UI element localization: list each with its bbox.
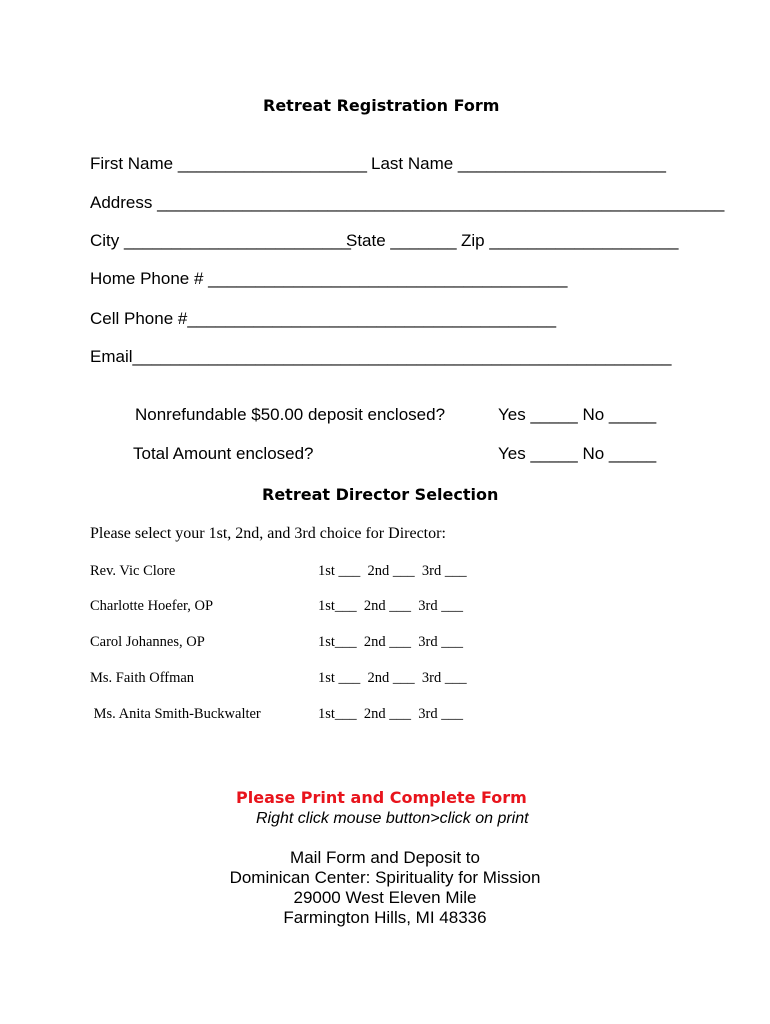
director-choices[interactable]: 1st___ 2nd ___ 3rd ___ <box>318 598 463 614</box>
deposit-answer[interactable]: Yes _____ No _____ <box>498 405 657 424</box>
zip-field[interactable]: Zip ____________________ <box>461 231 679 250</box>
director-choices[interactable]: 1st___ 2nd ___ 3rd ___ <box>318 634 463 650</box>
director-choices[interactable]: 1st ___ 2nd ___ 3rd ___ <box>318 563 467 579</box>
address-field[interactable]: Address ____________________________________________________________ <box>90 193 725 212</box>
state-field[interactable]: State _______ <box>346 231 457 250</box>
print-notice: Please Print and Complete Form <box>236 788 527 807</box>
director-choices[interactable]: 1st ___ 2nd ___ 3rd ___ <box>318 670 467 686</box>
director-name: Ms. Anita Smith-Buckwalter <box>90 706 261 722</box>
director-name: Charlotte Hoefer, OP <box>90 598 214 614</box>
form-title: Retreat Registration Form <box>263 96 500 115</box>
director-name: Ms. Faith Offman <box>90 670 195 686</box>
director-name: Rev. Vic Clore <box>90 563 176 579</box>
mail-line-3: 29000 West Eleven Mile <box>293 888 477 907</box>
director-choices[interactable]: 1st___ 2nd ___ 3rd ___ <box>318 706 463 722</box>
cell-phone-field[interactable]: Cell Phone #_______________________________________ <box>90 309 557 328</box>
total-question: Total Amount enclosed? <box>133 444 314 463</box>
mail-line-1: Mail Form and Deposit to <box>290 848 480 867</box>
director-name: Carol Johannes, OP <box>90 634 205 650</box>
deposit-question: Nonrefundable $50.00 deposit enclosed? <box>135 405 446 424</box>
email-field[interactable]: Email_________________________________________________________ <box>90 347 672 366</box>
last-name-field[interactable]: Last Name ______________________ <box>371 154 666 173</box>
city-field[interactable]: City ________________________ <box>90 231 351 250</box>
director-instruction: Please select your 1st, 2nd, and 3rd choice for Director: <box>90 525 446 542</box>
mail-line-4: Farmington Hills, MI 48336 <box>283 908 487 927</box>
print-instruction: Right click mouse button>click on print <box>256 810 529 827</box>
mail-line-2: Dominican Center: Spirituality for Mission <box>229 868 541 887</box>
home-phone-field[interactable]: Home Phone # ______________________________________ <box>90 269 568 288</box>
director-heading: Retreat Director Selection <box>262 485 499 504</box>
total-answer[interactable]: Yes _____ No _____ <box>498 444 657 463</box>
first-name-field[interactable]: First Name ____________________ <box>90 154 367 173</box>
